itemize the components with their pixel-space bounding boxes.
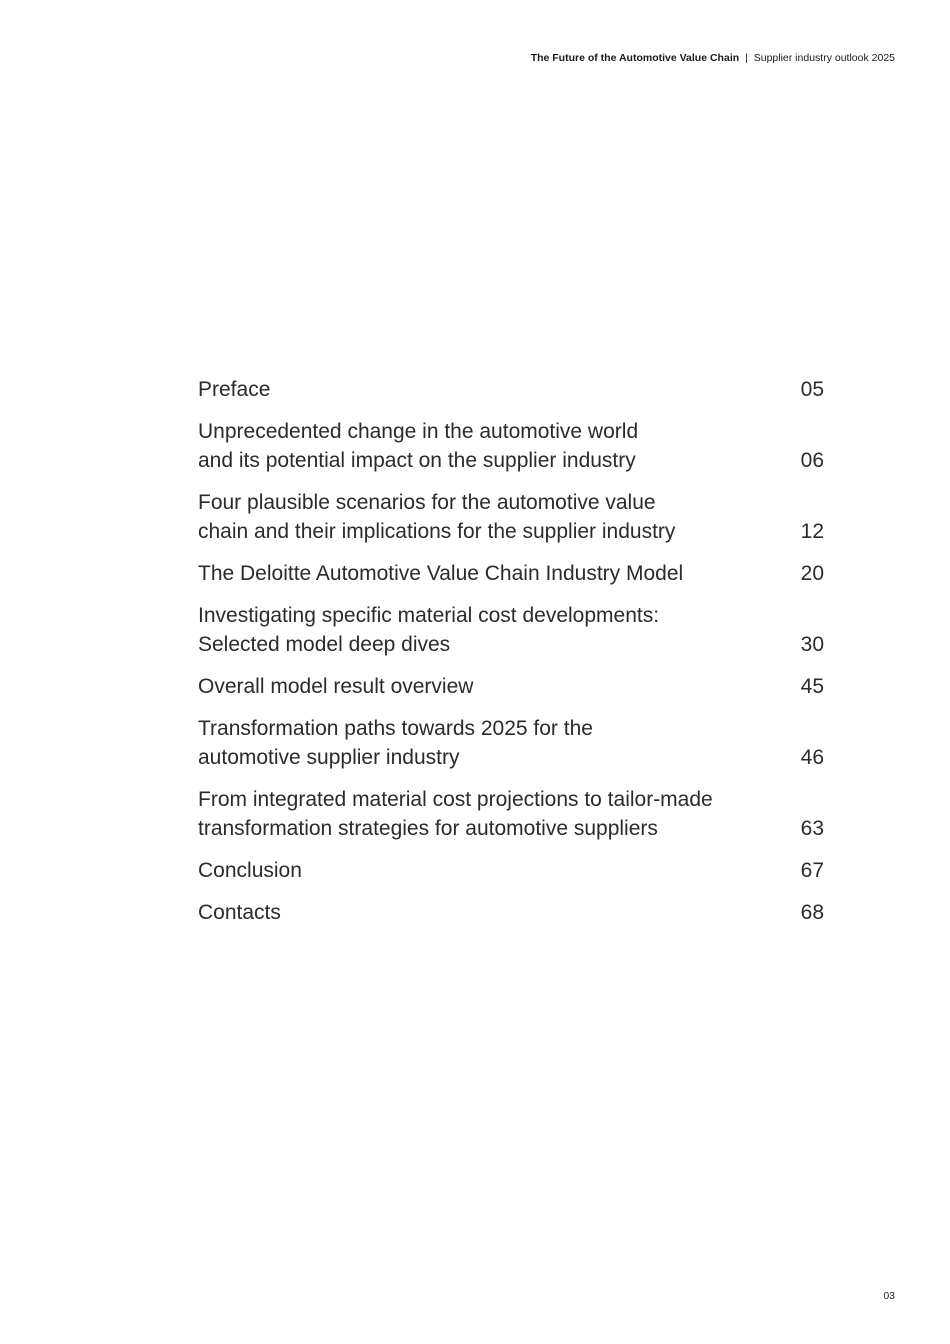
toc-entry-page: 68 <box>800 901 824 924</box>
toc-entry-result-overview[interactable] <box>198 672 824 701</box>
toc-entry-industry-model[interactable] <box>198 559 824 588</box>
toc-entry-title: Unprecedented change in the automotive world and its potential impact on the supplier industry <box>198 420 639 472</box>
toc-entry-four-scenarios[interactable] <box>198 488 824 546</box>
toc-entry-title: The Deloitte Automotive Value Chain Industry Model <box>198 562 684 585</box>
toc-entry-conclusion[interactable] <box>198 856 824 885</box>
toc-entry-title: From integrated material cost projections to tailor-made transformation strategies for automotive suppliers <box>198 788 713 840</box>
document-title: The Future of the Automotive Value Chain <box>530 52 740 64</box>
toc-entry-preface[interactable] <box>198 375 824 404</box>
toc-entry-page: 12 <box>800 520 824 543</box>
toc-entry-transformation-paths[interactable] <box>198 714 824 772</box>
toc-entry-page: 46 <box>800 746 824 769</box>
table-of-contents <box>198 375 824 940</box>
toc-entry-transformation-strategies[interactable] <box>198 785 824 843</box>
toc-entry-title: Preface <box>198 378 271 401</box>
page-number: 03 <box>883 1290 895 1302</box>
toc-entry-title: Four plausible scenarios for the automotive value chain and their implications for the supplier industry <box>198 491 676 543</box>
toc-entry-deep-dives[interactable] <box>198 601 824 659</box>
toc-entry-contacts[interactable] <box>198 898 824 927</box>
toc-entry-page: 63 <box>800 817 824 840</box>
toc-entry-page: 30 <box>800 633 824 656</box>
toc-entry-title: Conclusion <box>198 859 302 882</box>
toc-entry-title: Contacts <box>198 901 281 924</box>
toc-entry-unprecedented-change[interactable] <box>198 417 824 475</box>
toc-entry-page: 67 <box>800 859 824 882</box>
toc-entry-title: Overall model result overview <box>198 675 474 698</box>
toc-entry-page: 45 <box>800 675 824 698</box>
toc-entry-title: Investigating specific material cost developments: Selected model deep dives <box>198 604 660 656</box>
toc-entry-page: 06 <box>800 449 824 472</box>
document-subtitle: Supplier industry outlook 2025 <box>753 52 895 64</box>
toc-entry-title: Transformation paths towards 2025 for the automotive supplier industry <box>198 717 593 769</box>
header-separator: | <box>745 52 748 64</box>
toc-entry-page: 05 <box>800 378 824 401</box>
toc-entry-page: 20 <box>800 562 824 585</box>
running-header <box>531 52 895 64</box>
